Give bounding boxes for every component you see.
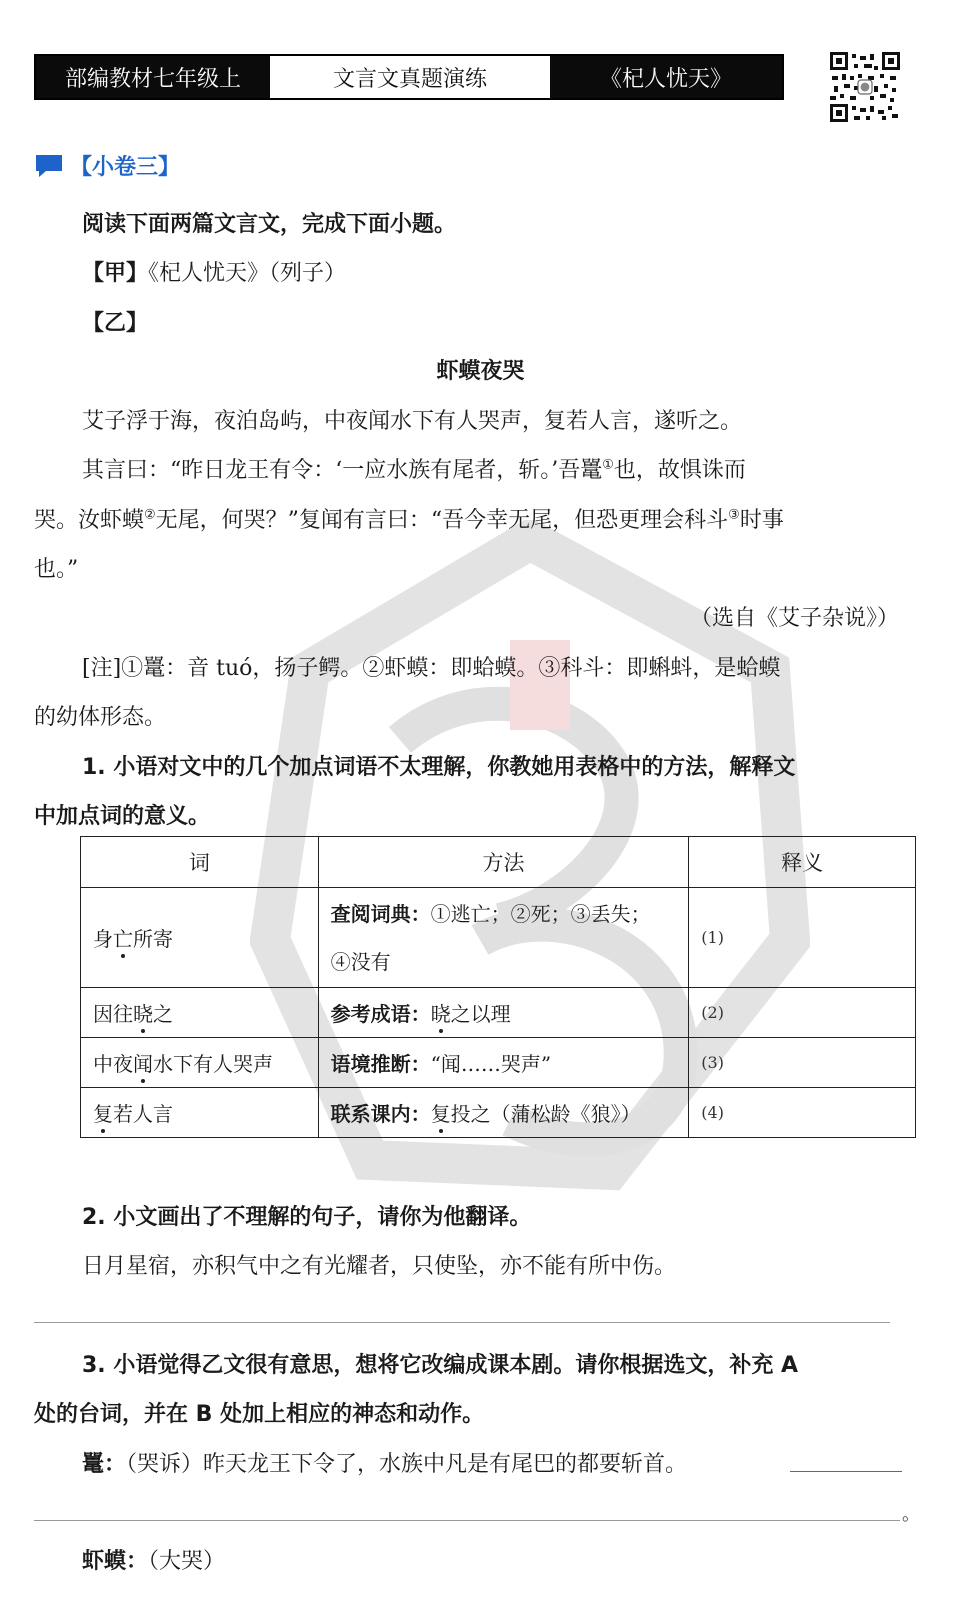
table-row bbox=[81, 1038, 916, 1088]
table-row bbox=[81, 988, 916, 1038]
method-cell: 语境推断：“闻……哭声” bbox=[318, 1038, 689, 1088]
header-bar bbox=[34, 54, 784, 100]
annotation-line-2: 的幼体形态。 bbox=[34, 705, 167, 730]
answer-blank-1[interactable]: (1) bbox=[689, 888, 916, 988]
passage-line-3a: 哭。汝虾蟆 bbox=[34, 508, 145, 533]
vocabulary-table bbox=[80, 836, 916, 1138]
column-header-method: 方法 bbox=[318, 837, 689, 888]
word-cell: 中夜闻水下有人哭声 bbox=[81, 1038, 319, 1088]
header-grade: 部编教材七年级上 bbox=[36, 56, 270, 98]
question-3-line-2: 处的台词，并在 B 处加上相应的神态和动作。 bbox=[34, 1402, 485, 1427]
dotted-word: 晓 bbox=[133, 1002, 153, 1026]
script-line-toad bbox=[82, 1544, 225, 1575]
passage-line-2 bbox=[82, 453, 746, 484]
word-cell: 身亡所寄 bbox=[81, 888, 319, 988]
passage-line-3 bbox=[34, 503, 784, 534]
qr-code-icon[interactable] bbox=[830, 52, 900, 122]
passage-line-1: 艾子浮于海，夜泊岛屿，中夜闻水下有人哭声，复若人言，遂听之。 bbox=[82, 409, 743, 434]
passage-line-3c: 时事 bbox=[739, 508, 784, 533]
toad-speech: （大哭） bbox=[148, 1549, 226, 1574]
table-header-row bbox=[81, 837, 916, 888]
blank-a-line[interactable] bbox=[790, 1471, 902, 1472]
answer-blank-3[interactable]: (3) bbox=[689, 1038, 916, 1088]
question-1-line-1: 1. 小语对文中的几个加点词语不太理解，你教她用表格中的方法，解释文 bbox=[82, 755, 796, 780]
question-2-sentence: 日月星宿，亦积气中之有光耀者，只使坠，亦不能有所中伤。 bbox=[82, 1254, 677, 1279]
footnote-marker-1: ① bbox=[602, 457, 614, 473]
method-cell: 查阅词典：①逃亡；②死；③丢失； ④没有 bbox=[318, 888, 689, 988]
text-a-title: 《杞人忧天》（列子） bbox=[148, 261, 347, 286]
footnote-marker-2: ② bbox=[144, 507, 156, 523]
question-1-line-2: 中加点词的意义。 bbox=[34, 804, 211, 829]
dotted-word: 亡 bbox=[113, 927, 133, 951]
script-line-crocodile bbox=[82, 1447, 687, 1478]
section-title: 【小卷三】 bbox=[70, 155, 181, 180]
passage-source: （选自《艾子杂说》） bbox=[689, 606, 899, 631]
column-header-meaning: 释义 bbox=[689, 837, 916, 888]
question-2-prompt: 2. 小文画出了不理解的句子，请你为他翻译。 bbox=[82, 1205, 532, 1230]
speech-bubble-icon bbox=[34, 153, 64, 179]
text-a-heading bbox=[82, 256, 346, 287]
header-topic: 文言文真题演练 bbox=[270, 56, 550, 98]
crocodile-speech: （哭诉）昨天龙王下令了，水族中凡是有尾巴的都要斩首。 bbox=[126, 1452, 688, 1477]
annotation-line-1: [注]①鼍：音 tuó，扬子鳄。②虾蟆：即蛤蟆。③科斗：即蝌蚪，是蛤蟆 bbox=[82, 656, 781, 681]
speaker-toad: 虾蟆： bbox=[82, 1549, 149, 1574]
word-cell: 因往晓之 bbox=[81, 988, 319, 1038]
dotted-word: 复 bbox=[93, 1102, 113, 1126]
text-a-tag: 【甲】 bbox=[82, 261, 149, 286]
blank-a-continuation-line[interactable] bbox=[34, 1520, 900, 1521]
passage-line-3b: 无尾，何哭？”复闻有言曰：“吾今幸无尾，但恐更理会科斗 bbox=[155, 508, 729, 533]
table-row bbox=[81, 1088, 916, 1138]
dotted-word: 闻 bbox=[133, 1052, 153, 1076]
passage-line-2a: 其言曰：“昨日龙王有令：‘一应水族有尾者，斩。’吾鼍 bbox=[82, 458, 603, 483]
text-b-tag: 【乙】 bbox=[82, 311, 149, 336]
speaker-crocodile: 鼍： bbox=[82, 1452, 127, 1477]
passage-line-4: 也。” bbox=[34, 557, 79, 582]
question-3-line-1: 3. 小语觉得乙文很有意思，想将它改编成课本剧。请你根据选文，补充 A bbox=[82, 1353, 799, 1378]
footnote-marker-3: ③ bbox=[728, 507, 740, 523]
method-cell: 参考成语：晓之以理 bbox=[318, 988, 689, 1038]
passage-title: 虾蟆夜哭 bbox=[436, 359, 525, 384]
passage-line-2b: 也，故惧诛而 bbox=[613, 458, 746, 483]
column-header-word: 词 bbox=[81, 837, 319, 888]
answer-line[interactable] bbox=[34, 1322, 890, 1323]
header-lesson: 《杞人忧天》 bbox=[550, 56, 782, 98]
reading-instruction: 阅读下面两篇文言文，完成下面小题。 bbox=[82, 212, 457, 237]
blank-a-period: 。 bbox=[902, 1504, 920, 1525]
answer-blank-2[interactable]: (2) bbox=[689, 988, 916, 1038]
answer-blank-4[interactable]: (4) bbox=[689, 1088, 916, 1138]
table-row bbox=[81, 888, 916, 988]
method-cell: 联系课内：复投之（蒲松龄《狼》） bbox=[318, 1088, 689, 1138]
word-cell: 复若人言 bbox=[81, 1088, 319, 1138]
section-heading bbox=[34, 150, 180, 181]
